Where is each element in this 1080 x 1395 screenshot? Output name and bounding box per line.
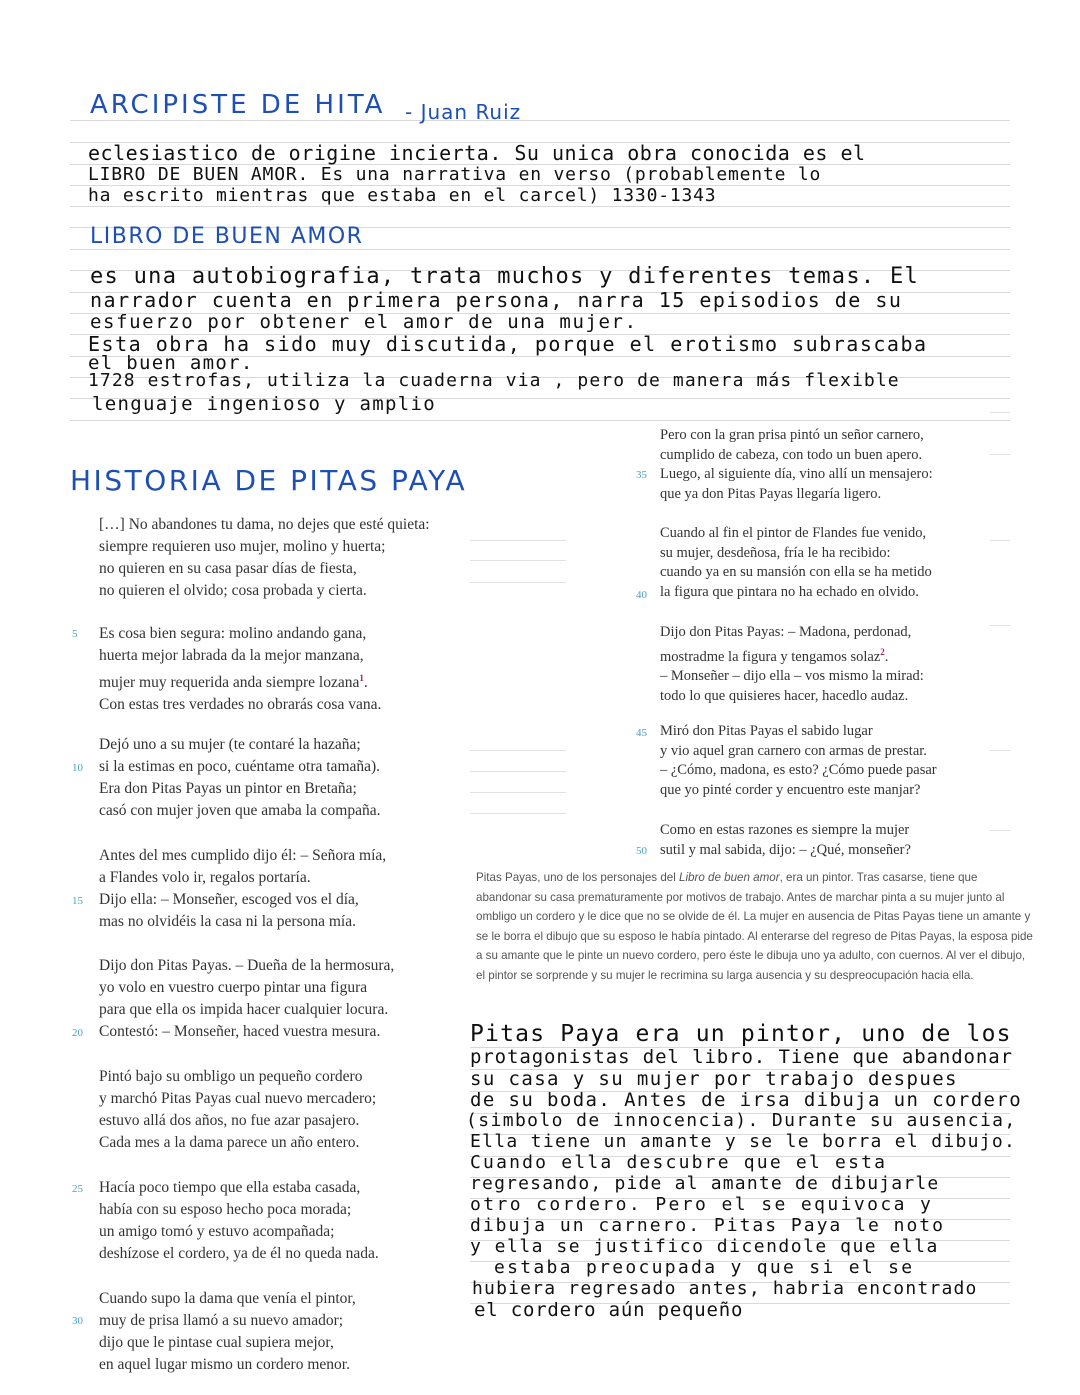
verse-line: no quieren en su casa pasar días de fiesta,	[99, 560, 357, 577]
verse-line: casó con mujer joven que amaba la compaña.	[99, 802, 381, 819]
verse-text: mostradme la figura y tengamos solaz	[660, 648, 881, 665]
verse-line: – Monseñer – dijo ella – vos mismo la mirad:	[660, 668, 924, 685]
verse-line: deshízose el cordero, ya de él no queda nada.	[99, 1245, 379, 1262]
verse-number: 40	[636, 589, 647, 601]
verse-line: mostradme la figura y tengamos solaz$^2$.	[660, 646, 889, 665]
summary-line: de su boda. Antes de irsa dibuja un cordero	[470, 1089, 1023, 1111]
summary-line: Pitas Paya era un pintor, uno de los	[470, 1021, 1012, 1047]
stanza	[99, 1177, 379, 1265]
stanza	[99, 514, 430, 602]
verse-line: si la estimas en poco, cuéntame otra tamaña).	[99, 758, 381, 775]
summary-line: estaba preocupada y que si el se	[494, 1257, 915, 1278]
verse-line: Es cosa bien segura: molino andando gana,	[99, 625, 367, 642]
stanza	[99, 845, 386, 933]
story-heading: HISTORIA DE PITAS PAYA	[70, 464, 468, 497]
verse-line: su mujer, desdeñosa, fría le ha recibido:	[660, 544, 891, 561]
verse-line: un amigo tomó y estuvo acompañada;	[99, 1223, 335, 1240]
verse-line: Era don Pitas Payas un pintor en Bretaña;	[99, 780, 357, 797]
verse-line: cuando ya en su mansión con ella se ha metido	[660, 564, 932, 581]
verse-number: 20	[72, 1027, 83, 1039]
verse-line: para que ella os impida hacer cualquier locura.	[99, 1001, 389, 1018]
summary-book-title: Libro de buen amor	[679, 871, 780, 884]
summary-line: Cuando ella descubre que el esta	[470, 1152, 888, 1173]
book-line: el buen amor.	[88, 352, 254, 374]
summary-line: (simbolo de innocencia). Durante su ausencia,	[466, 1110, 1017, 1131]
summary-line: hubiera regresado antes, habria encontrado	[472, 1278, 978, 1299]
verse-line: mujer muy requerida anda siempre lozana$^1$.	[99, 673, 368, 692]
summary-line: y ella se justifico dicendole que ella	[470, 1236, 939, 1257]
verse-line: […] No abandones tu dama, no dejes que esté quieta:	[99, 516, 430, 533]
verse-line: huerta mejor labrada da la mejor manzana,	[99, 647, 364, 664]
stanza	[660, 623, 924, 706]
verse-line: Cuando al fin el pintor de Flandes fue venido,	[660, 525, 927, 541]
verse-line: que yo pinté corder y encuentro este manjar?	[660, 781, 921, 798]
stanza	[660, 821, 911, 860]
verse-line: dijo que le pintase cual supiera mejor,	[99, 1334, 334, 1351]
verse-number: 5	[72, 628, 78, 640]
summary-line: dibuja un carnero. Pitas Paya le noto	[470, 1215, 945, 1236]
stanza	[99, 1066, 376, 1154]
footnote-marker[interactable]: 1	[359, 673, 364, 683]
verse-line: y marchó Pitas Payas cual nuevo mercadero;	[99, 1090, 377, 1107]
verse-line: estuvo allá dos años, no fue azar pasajero.	[99, 1112, 360, 1129]
verse-line: yo volo en vuestro cuerpo pintar una figura	[99, 979, 368, 996]
verse-line: sutil y mal sabida, dijo: – ¿Qué, monseñer?	[660, 841, 911, 858]
summary-rest: , era un pintor. Tras casarse, tiene que abandonar su casa prematuramente por motivos de trabajo. Antes de marchar pinta a su mujer junto al ombligo un cordero y le dice que no se olvide de él. La mujer en ausencia de Pitas Payas tiene un amante y se le borra el dibujo que su esposo le había pintado. Al enterarse del regreso de Pitas Payas, la esposa pide a su amante que le pinte un nuevo cordero, pero éste le dibuja uno ya adulto, con cuernos. Al ver el dibujo, el pintor se sorprende y su mujer le recrimina su larga ausencia y su despreocupación hacia ella.	[476, 871, 1033, 982]
summary-line: otro cordero. Pero el se equivoca y	[470, 1194, 934, 1215]
verse-line: y vio aquel gran carnero con armas de prestar.	[660, 742, 927, 759]
stanza	[660, 426, 933, 504]
verse-number: 35	[636, 469, 647, 481]
verse-number: 30	[72, 1315, 83, 1327]
book-line: es una autobiografia, trata muchos y diferentes temas. El	[90, 264, 920, 289]
verse-line: Contestó: – Monseñer, haced vuestra mesura.	[99, 1023, 381, 1040]
verse-line: Miró don Pitas Payas el sabido lugar	[660, 723, 873, 739]
verse-line: Dijo don Pitas Payas: – Madona, perdonad,	[660, 624, 912, 640]
summary-line: Ella tiene un amante y se le borra el dibujo.	[470, 1131, 1017, 1152]
summary-line: protagonistas del libro. Tiene que abandonar	[470, 1046, 1013, 1068]
book-line: esfuerzo por obtener el amor de una mujer.	[90, 311, 638, 333]
summary-line: regresando, pide al amante de dibujarle	[470, 1173, 940, 1194]
verse-line: no quieren el olvido; cosa probada y cierta.	[99, 582, 367, 599]
verse-line: cumplido de cabeza, con todo un buen apero.	[660, 446, 923, 463]
verse-line: Pintó bajo su ombligo un pequeño cordero	[99, 1068, 363, 1085]
intro-line: eclesiastico de origine incierta. Su unica obra conocida es el	[88, 141, 866, 165]
verse-line: – ¿Cómo, madona, es esto? ¿Cómo puede pasar	[660, 762, 937, 779]
book-line: narrador cuenta en primera persona, narra 15 episodios de su	[90, 288, 903, 312]
verse-line: que ya don Pitas Payas llegaría ligero.	[660, 485, 882, 502]
stanza	[99, 734, 380, 822]
verse-line: Dijo don Pitas Payas. – Dueña de la hermosura,	[99, 957, 395, 974]
verse-line: Luego, al siguiente día, vino allí un mensajero:	[660, 466, 933, 483]
verse-line: Dejó uno a su mujer (te contaré la hazaña;	[99, 736, 361, 753]
verse-line: la figura que pintara no ha echado en olvido.	[660, 583, 919, 600]
verse-line: a Flandes volo ir, regalos portaría.	[99, 869, 311, 886]
verse-line: mas no olvidéis la casa ni la persona mía.	[99, 913, 356, 930]
verse-line: Hacía poco tiempo que ella estaba casada,	[99, 1179, 361, 1196]
stanza	[99, 623, 381, 716]
stanza	[660, 524, 932, 602]
verse-line: muy de prisa llamó a su nuevo amador;	[99, 1312, 344, 1329]
stanza	[660, 722, 937, 800]
summary-line: su casa y su mujer por trabajo despues	[470, 1068, 958, 1090]
footnote-marker[interactable]: 2	[880, 646, 885, 657]
verse-line: Cuando supo la dama que venía el pintor,	[99, 1290, 356, 1307]
verse-line: Con estas tres verdades no obrarás cosa vana.	[99, 696, 382, 714]
verse-line: Cada mes a la dama parece un año entero.	[99, 1134, 360, 1151]
notes-author: - Juan Ruiz	[405, 100, 522, 124]
book-line: lenguaje ingenioso y amplio	[92, 393, 436, 415]
summary-prefix: Pitas Payas, uno de los personajes del	[476, 871, 680, 884]
verse-line: había con su esposo hecho poca morada;	[99, 1201, 352, 1218]
story-summary	[476, 868, 1036, 986]
verse-line: todo lo que quisieres hacer, hacedlo audaz.	[660, 687, 909, 704]
stanza	[99, 955, 394, 1043]
book-heading: LIBRO DE BUEN AMOR	[90, 224, 364, 249]
verse-number: 25	[72, 1183, 83, 1195]
verse-line: siempre requieren uso mujer, molino y huerta;	[99, 538, 386, 555]
intro-line: ha escrito mientras que estaba en el carcel) 1330-1343	[88, 185, 717, 206]
book-line: Esta obra ha sido muy discutida, porque el erotismo subrascaba	[88, 332, 928, 356]
book-line: 1728 estrofas, utiliza la cuaderna via , pero de manera más flexible	[88, 370, 900, 391]
intro-line: LIBRO DE BUEN AMOR. Es una narrativa en verso (probablemente lo	[88, 164, 822, 185]
verse-number: 15	[72, 895, 83, 907]
summary-line: el cordero aún pequeño	[474, 1299, 744, 1321]
summary-paragraph	[476, 868, 1036, 986]
verse-number: 50	[636, 845, 647, 857]
verse-line: Como en estas razones es siempre la mujer	[660, 822, 910, 838]
verse-text: mujer muy requerida anda siempre lozana	[99, 674, 360, 692]
verse-line: Dijo ella: – Monseñer, escoged vos el día,	[99, 891, 359, 908]
verse-line: en aquel lugar mismo un cordero menor.	[99, 1356, 350, 1373]
stanza	[99, 1288, 356, 1376]
notes-title: ARCIPISTE DE HITA	[90, 90, 386, 120]
verse-line: Antes del mes cumplido dijo él: – Señora mía,	[99, 847, 387, 864]
verse-number: 45	[636, 727, 647, 739]
verse-line: Pero con la gran prisa pintó un señor carnero,	[660, 427, 924, 443]
verse-number: 10	[72, 762, 83, 774]
